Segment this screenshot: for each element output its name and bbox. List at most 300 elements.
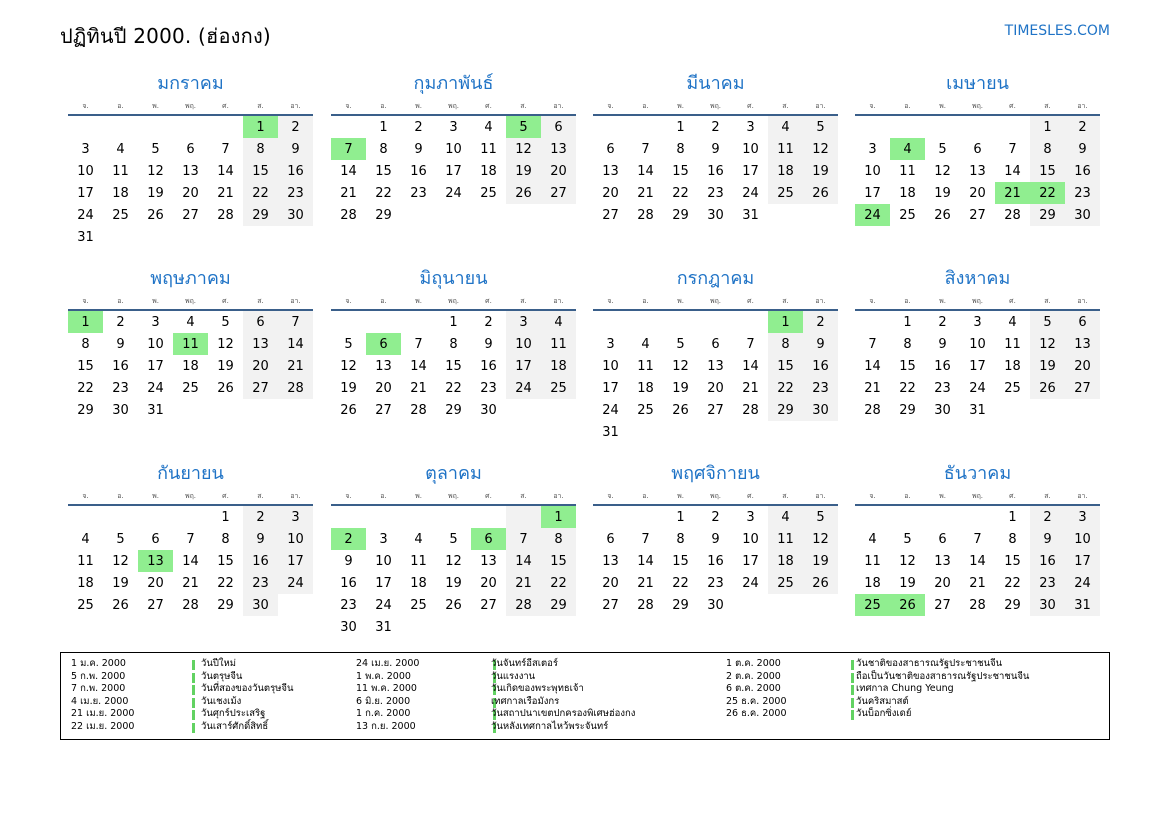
day-cell[interactable]: 4 [81, 531, 90, 547]
day-cell[interactable]: 24 [602, 402, 619, 418]
day-cell[interactable]: 3 [1065, 506, 1100, 528]
day-cell[interactable]: 8 [1030, 138, 1065, 160]
day-cell[interactable]: 26 [934, 207, 951, 223]
day-cell[interactable]: 11 [768, 138, 803, 160]
day-cell[interactable]: 30 [803, 399, 838, 421]
day-cell[interactable]: 3 [449, 119, 458, 135]
day-cell[interactable]: 31 [602, 424, 619, 440]
day-cell[interactable]: 2 [711, 119, 720, 135]
day-cell[interactable]: 12 [934, 163, 951, 179]
day-cell[interactable]: 27 [243, 377, 278, 399]
day-cell[interactable]: 15 [1030, 160, 1065, 182]
day-cell[interactable]: 30 [480, 402, 497, 418]
day-cell[interactable]: 17 [445, 163, 462, 179]
day-cell[interactable]: 28 [217, 207, 234, 223]
day-cell[interactable]: 30 [278, 204, 313, 226]
day-cell[interactable]: 25 [855, 594, 890, 616]
day-cell[interactable]: 11 [768, 528, 803, 550]
day-cell[interactable]: 23 [480, 380, 497, 396]
day-cell[interactable]: 1 [1030, 116, 1065, 138]
day-cell[interactable]: 19 [506, 160, 541, 182]
day-cell[interactable]: 29 [672, 597, 689, 613]
day-cell[interactable]: 11 [480, 141, 497, 157]
day-cell[interactable]: 6 [606, 141, 615, 157]
day-cell[interactable]: 24 [77, 207, 94, 223]
day-cell[interactable]: 22 [217, 575, 234, 591]
day-cell[interactable]: 31 [147, 402, 164, 418]
day-cell[interactable]: 27 [182, 207, 199, 223]
day-cell[interactable]: 7 [641, 141, 650, 157]
day-cell[interactable]: 20 [969, 185, 986, 201]
day-cell[interactable]: 15 [243, 160, 278, 182]
day-cell[interactable]: 29 [899, 402, 916, 418]
day-cell[interactable]: 6 [151, 531, 160, 547]
day-cell[interactable]: 16 [934, 358, 951, 374]
day-cell[interactable]: 2 [414, 119, 423, 135]
day-cell[interactable]: 20 [602, 575, 619, 591]
day-cell[interactable]: 15 [217, 553, 234, 569]
day-cell[interactable]: 25 [768, 572, 803, 594]
day-cell[interactable]: 13 [969, 163, 986, 179]
day-cell[interactable]: 7 [221, 141, 230, 157]
day-cell[interactable]: 23 [803, 377, 838, 399]
day-cell[interactable]: 25 [1004, 380, 1021, 396]
day-cell[interactable]: 9 [243, 528, 278, 550]
day-cell[interactable]: 22 [768, 377, 803, 399]
day-cell[interactable]: 23 [340, 597, 357, 613]
day-cell[interactable]: 9 [1065, 138, 1100, 160]
day-cell[interactable]: 20 [707, 380, 724, 396]
day-cell[interactable]: 14 [217, 163, 234, 179]
day-cell[interactable]: 6 [471, 528, 506, 550]
day-cell[interactable]: 7 [641, 531, 650, 547]
day-cell[interactable]: 1 [243, 116, 278, 138]
day-cell[interactable]: 3 [278, 506, 313, 528]
day-cell[interactable]: 28 [969, 597, 986, 613]
day-cell[interactable]: 12 [803, 138, 838, 160]
day-cell[interactable]: 13 [480, 553, 497, 569]
day-cell[interactable]: 4 [868, 531, 877, 547]
day-cell[interactable]: 14 [742, 358, 759, 374]
day-cell[interactable]: 30 [934, 402, 951, 418]
day-cell[interactable]: 16 [112, 358, 129, 374]
day-cell[interactable]: 9 [1030, 528, 1065, 550]
day-cell[interactable]: 28 [637, 207, 654, 223]
day-cell[interactable]: 4 [890, 138, 925, 160]
day-cell[interactable]: 17 [506, 355, 541, 377]
day-cell[interactable]: 16 [803, 355, 838, 377]
day-cell[interactable]: 17 [742, 553, 759, 569]
day-cell[interactable]: 27 [602, 597, 619, 613]
day-cell[interactable]: 20 [541, 160, 576, 182]
day-cell[interactable]: 26 [672, 402, 689, 418]
day-cell[interactable]: 11 [77, 553, 94, 569]
day-cell[interactable]: 12 [217, 336, 234, 352]
day-cell[interactable]: 4 [768, 506, 803, 528]
day-cell[interactable]: 18 [768, 160, 803, 182]
day-cell[interactable]: 27 [147, 597, 164, 613]
day-cell[interactable]: 14 [182, 553, 199, 569]
day-cell[interactable]: 17 [375, 575, 392, 591]
day-cell[interactable]: 23 [1065, 182, 1100, 204]
brand-link[interactable]: TIMESLES.COM [1004, 23, 1110, 39]
day-cell[interactable]: 27 [969, 207, 986, 223]
day-cell[interactable]: 30 [707, 207, 724, 223]
day-cell[interactable]: 19 [445, 575, 462, 591]
day-cell[interactable]: 5 [449, 531, 458, 547]
day-cell[interactable]: 13 [138, 550, 173, 572]
day-cell[interactable]: 15 [1004, 553, 1021, 569]
day-cell[interactable]: 18 [899, 185, 916, 201]
day-cell[interactable]: 29 [541, 594, 576, 616]
day-cell[interactable]: 31 [77, 229, 94, 245]
day-cell[interactable]: 8 [243, 138, 278, 160]
day-cell[interactable]: 4 [1008, 314, 1017, 330]
day-cell[interactable]: 18 [410, 575, 427, 591]
day-cell[interactable]: 25 [182, 380, 199, 396]
day-cell[interactable]: 10 [77, 163, 94, 179]
day-cell[interactable]: 12 [506, 138, 541, 160]
day-cell[interactable]: 28 [864, 402, 881, 418]
day-cell[interactable]: 1 [68, 311, 103, 333]
day-cell[interactable]: 18 [480, 163, 497, 179]
day-cell[interactable]: 26 [803, 572, 838, 594]
day-cell[interactable]: 29 [1004, 597, 1021, 613]
day-cell[interactable]: 19 [147, 185, 164, 201]
day-cell[interactable]: 3 [868, 141, 877, 157]
day-cell[interactable]: 29 [77, 402, 94, 418]
day-cell[interactable]: 30 [1065, 204, 1100, 226]
day-cell[interactable]: 23 [934, 380, 951, 396]
day-cell[interactable]: 10 [969, 336, 986, 352]
day-cell[interactable]: 27 [934, 597, 951, 613]
day-cell[interactable]: 4 [641, 336, 650, 352]
day-cell[interactable]: 5 [116, 531, 125, 547]
day-cell[interactable]: 9 [938, 336, 947, 352]
day-cell[interactable]: 6 [973, 141, 982, 157]
day-cell[interactable]: 15 [375, 163, 392, 179]
day-cell[interactable]: 12 [147, 163, 164, 179]
day-cell[interactable]: 7 [506, 528, 541, 550]
day-cell[interactable]: 6 [606, 531, 615, 547]
day-cell[interactable]: 7 [414, 336, 423, 352]
day-cell[interactable]: 28 [410, 402, 427, 418]
day-cell[interactable]: 20 [1065, 355, 1100, 377]
day-cell[interactable]: 12 [672, 358, 689, 374]
day-cell[interactable]: 30 [243, 594, 278, 616]
day-cell[interactable]: 22 [243, 182, 278, 204]
day-cell[interactable]: 8 [379, 141, 388, 157]
day-cell[interactable]: 17 [77, 185, 94, 201]
day-cell[interactable]: 9 [344, 553, 353, 569]
day-cell[interactable]: 10 [375, 553, 392, 569]
day-cell[interactable]: 9 [803, 333, 838, 355]
day-cell[interactable]: 6 [938, 531, 947, 547]
day-cell[interactable]: 25 [899, 207, 916, 223]
day-cell[interactable]: 8 [81, 336, 90, 352]
day-cell[interactable]: 14 [637, 553, 654, 569]
day-cell[interactable]: 7 [1008, 141, 1017, 157]
day-cell[interactable]: 15 [445, 358, 462, 374]
day-cell[interactable]: 13 [541, 138, 576, 160]
day-cell[interactable]: 24 [375, 597, 392, 613]
day-cell[interactable]: 2 [243, 506, 278, 528]
day-cell[interactable]: 25 [112, 207, 129, 223]
day-cell[interactable]: 15 [77, 358, 94, 374]
day-cell[interactable]: 9 [484, 336, 493, 352]
day-cell[interactable]: 1 [221, 509, 230, 525]
day-cell[interactable]: 25 [480, 185, 497, 201]
day-cell[interactable]: 8 [676, 141, 685, 157]
day-cell[interactable]: 18 [112, 185, 129, 201]
day-cell[interactable]: 24 [445, 185, 462, 201]
day-cell[interactable]: 15 [672, 163, 689, 179]
day-cell[interactable]: 1 [676, 509, 685, 525]
day-cell[interactable]: 5 [676, 336, 685, 352]
day-cell[interactable]: 2 [938, 314, 947, 330]
day-cell[interactable]: 11 [410, 553, 427, 569]
day-cell[interactable]: 20 [602, 185, 619, 201]
day-cell[interactable]: 2 [1030, 506, 1065, 528]
day-cell[interactable]: 10 [864, 163, 881, 179]
day-cell[interactable]: 2 [711, 509, 720, 525]
day-cell[interactable]: 20 [147, 575, 164, 591]
day-cell[interactable]: 14 [340, 163, 357, 179]
day-cell[interactable]: 20 [182, 185, 199, 201]
day-cell[interactable]: 13 [707, 358, 724, 374]
day-cell[interactable]: 24 [742, 185, 759, 201]
day-cell[interactable]: 21 [217, 185, 234, 201]
day-cell[interactable]: 21 [410, 380, 427, 396]
day-cell[interactable]: 18 [768, 550, 803, 572]
day-cell[interactable]: 5 [903, 531, 912, 547]
day-cell[interactable]: 1 [379, 119, 388, 135]
day-cell[interactable]: 12 [803, 528, 838, 550]
day-cell[interactable]: 3 [606, 336, 615, 352]
day-cell[interactable]: 25 [541, 377, 576, 399]
day-cell[interactable]: 2 [803, 311, 838, 333]
day-cell[interactable]: 20 [375, 380, 392, 396]
day-cell[interactable]: 11 [1004, 336, 1021, 352]
day-cell[interactable]: 10 [147, 336, 164, 352]
day-cell[interactable]: 2 [116, 314, 125, 330]
day-cell[interactable]: 8 [768, 333, 803, 355]
day-cell[interactable]: 11 [112, 163, 129, 179]
day-cell[interactable]: 21 [182, 575, 199, 591]
day-cell[interactable]: 16 [707, 163, 724, 179]
day-cell[interactable]: 17 [278, 550, 313, 572]
day-cell[interactable]: 4 [186, 314, 195, 330]
day-cell[interactable]: 26 [445, 597, 462, 613]
day-cell[interactable]: 17 [864, 185, 881, 201]
day-cell[interactable]: 7 [868, 336, 877, 352]
day-cell[interactable]: 2 [278, 116, 313, 138]
day-cell[interactable]: 19 [803, 160, 838, 182]
day-cell[interactable]: 13 [934, 553, 951, 569]
day-cell[interactable]: 12 [445, 553, 462, 569]
day-cell[interactable]: 21 [969, 575, 986, 591]
day-cell[interactable]: 29 [243, 204, 278, 226]
day-cell[interactable]: 25 [410, 597, 427, 613]
day-cell[interactable]: 21 [995, 182, 1030, 204]
day-cell[interactable]: 8 [676, 531, 685, 547]
day-cell[interactable]: 1 [903, 314, 912, 330]
day-cell[interactable]: 10 [742, 141, 759, 157]
day-cell[interactable]: 16 [480, 358, 497, 374]
day-cell[interactable]: 12 [899, 553, 916, 569]
day-cell[interactable]: 31 [742, 207, 759, 223]
day-cell[interactable]: 3 [746, 119, 755, 135]
day-cell[interactable]: 13 [243, 333, 278, 355]
day-cell[interactable]: 24 [278, 572, 313, 594]
day-cell[interactable]: 7 [278, 311, 313, 333]
day-cell[interactable]: 19 [934, 185, 951, 201]
day-cell[interactable]: 8 [1008, 531, 1017, 547]
day-cell[interactable]: 30 [112, 402, 129, 418]
day-cell[interactable]: 4 [116, 141, 125, 157]
day-cell[interactable]: 23 [243, 572, 278, 594]
day-cell[interactable]: 6 [186, 141, 195, 157]
day-cell[interactable]: 16 [1065, 160, 1100, 182]
day-cell[interactable]: 28 [340, 207, 357, 223]
day-cell[interactable]: 14 [637, 163, 654, 179]
day-cell[interactable]: 17 [1065, 550, 1100, 572]
day-cell[interactable]: 7 [331, 138, 366, 160]
day-cell[interactable]: 21 [637, 185, 654, 201]
day-cell[interactable]: 12 [340, 358, 357, 374]
day-cell[interactable]: 22 [77, 380, 94, 396]
day-cell[interactable]: 5 [803, 116, 838, 138]
day-cell[interactable]: 5 [803, 506, 838, 528]
day-cell[interactable]: 17 [969, 358, 986, 374]
day-cell[interactable]: 16 [278, 160, 313, 182]
day-cell[interactable]: 24 [1065, 572, 1100, 594]
day-cell[interactable]: 23 [707, 185, 724, 201]
day-cell[interactable]: 5 [506, 116, 541, 138]
day-cell[interactable]: 18 [182, 358, 199, 374]
day-cell[interactable]: 16 [707, 553, 724, 569]
day-cell[interactable]: 14 [969, 553, 986, 569]
day-cell[interactable]: 24 [742, 575, 759, 591]
day-cell[interactable]: 17 [602, 380, 619, 396]
day-cell[interactable]: 5 [938, 141, 947, 157]
day-cell[interactable]: 19 [340, 380, 357, 396]
day-cell[interactable]: 26 [147, 207, 164, 223]
day-cell[interactable]: 16 [410, 163, 427, 179]
day-cell[interactable]: 1 [1008, 509, 1017, 525]
day-cell[interactable]: 22 [541, 572, 576, 594]
day-cell[interactable]: 1 [449, 314, 458, 330]
day-cell[interactable]: 16 [243, 550, 278, 572]
day-cell[interactable]: 18 [541, 355, 576, 377]
day-cell[interactable]: 11 [899, 163, 916, 179]
day-cell[interactable]: 7 [973, 531, 982, 547]
day-cell[interactable]: 13 [602, 553, 619, 569]
day-cell[interactable]: 3 [151, 314, 160, 330]
day-cell[interactable]: 7 [746, 336, 755, 352]
day-cell[interactable]: 27 [602, 207, 619, 223]
day-cell[interactable]: 28 [182, 597, 199, 613]
day-cell[interactable]: 1 [768, 311, 803, 333]
day-cell[interactable]: 3 [973, 314, 982, 330]
day-cell[interactable]: 6 [711, 336, 720, 352]
day-cell[interactable]: 14 [506, 550, 541, 572]
day-cell[interactable]: 2 [484, 314, 493, 330]
day-cell[interactable]: 12 [1030, 333, 1065, 355]
day-cell[interactable]: 23 [410, 185, 427, 201]
day-cell[interactable]: 15 [672, 553, 689, 569]
day-cell[interactable]: 17 [147, 358, 164, 374]
day-cell[interactable]: 10 [506, 333, 541, 355]
day-cell[interactable]: 9 [116, 336, 125, 352]
day-cell[interactable]: 21 [864, 380, 881, 396]
day-cell[interactable]: 9 [278, 138, 313, 160]
day-cell[interactable]: 21 [637, 575, 654, 591]
day-cell[interactable]: 26 [506, 182, 541, 204]
day-cell[interactable]: 13 [602, 163, 619, 179]
day-cell[interactable]: 26 [803, 182, 838, 204]
day-cell[interactable]: 25 [768, 182, 803, 204]
day-cell[interactable]: 20 [934, 575, 951, 591]
day-cell[interactable]: 30 [340, 619, 357, 635]
day-cell[interactable]: 24 [506, 377, 541, 399]
day-cell[interactable]: 11 [637, 358, 654, 374]
day-cell[interactable]: 26 [890, 594, 925, 616]
day-cell[interactable]: 24 [855, 204, 890, 226]
day-cell[interactable]: 27 [707, 402, 724, 418]
day-cell[interactable]: 29 [445, 402, 462, 418]
day-cell[interactable]: 22 [1004, 575, 1021, 591]
day-cell[interactable]: 6 [243, 311, 278, 333]
day-cell[interactable]: 14 [864, 358, 881, 374]
day-cell[interactable]: 4 [484, 119, 493, 135]
day-cell[interactable]: 5 [151, 141, 160, 157]
day-cell[interactable]: 13 [182, 163, 199, 179]
day-cell[interactable]: 15 [768, 355, 803, 377]
day-cell[interactable]: 10 [445, 141, 462, 157]
day-cell[interactable]: 21 [340, 185, 357, 201]
day-cell[interactable]: 15 [541, 550, 576, 572]
day-cell[interactable]: 11 [173, 333, 208, 355]
day-cell[interactable]: 24 [969, 380, 986, 396]
day-cell[interactable]: 20 [243, 355, 278, 377]
day-cell[interactable]: 13 [1065, 333, 1100, 355]
day-cell[interactable]: 9 [711, 531, 720, 547]
day-cell[interactable]: 23 [707, 575, 724, 591]
day-cell[interactable]: 28 [1004, 207, 1021, 223]
day-cell[interactable]: 27 [541, 182, 576, 204]
day-cell[interactable]: 26 [340, 402, 357, 418]
day-cell[interactable]: 19 [899, 575, 916, 591]
day-cell[interactable]: 1 [541, 506, 576, 528]
day-cell[interactable]: 1 [676, 119, 685, 135]
day-cell[interactable]: 6 [541, 116, 576, 138]
day-cell[interactable]: 19 [217, 358, 234, 374]
day-cell[interactable]: 21 [742, 380, 759, 396]
day-cell[interactable]: 30 [1030, 594, 1065, 616]
day-cell[interactable]: 3 [746, 509, 755, 525]
day-cell[interactable]: 6 [1065, 311, 1100, 333]
day-cell[interactable]: 18 [77, 575, 94, 591]
day-cell[interactable]: 22 [672, 185, 689, 201]
day-cell[interactable]: 16 [340, 575, 357, 591]
day-cell[interactable]: 2 [1065, 116, 1100, 138]
day-cell[interactable]: 3 [81, 141, 90, 157]
day-cell[interactable]: 29 [1030, 204, 1065, 226]
day-cell[interactable]: 17 [742, 163, 759, 179]
day-cell[interactable]: 22 [445, 380, 462, 396]
day-cell[interactable]: 22 [672, 575, 689, 591]
